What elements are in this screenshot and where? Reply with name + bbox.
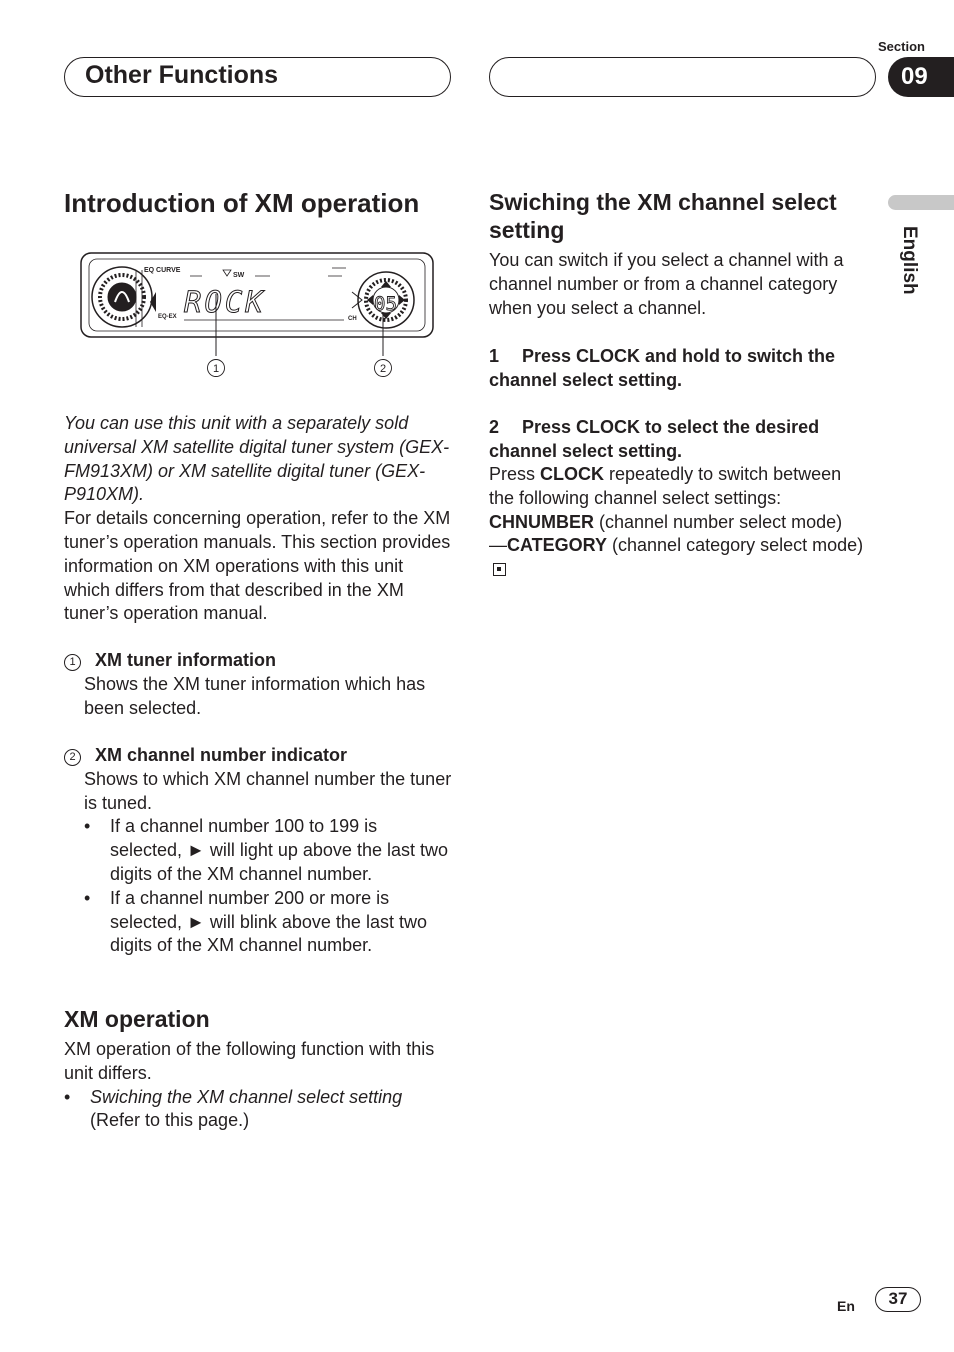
xm-operation-block: [64, 1038, 452, 1133]
item-2-bullet-2: If a channel number 200 or more is selected, ► will blink above the last two digits of the XM channel number.: [110, 887, 427, 956]
step-1-number: 1: [489, 346, 500, 366]
display-channel-digits: 05: [374, 293, 397, 315]
step-2: [489, 416, 879, 464]
dash: —: [489, 535, 507, 556]
category-desc: (channel category select mode): [607, 535, 864, 556]
xm-operation-body: XM operation of the following function with this unit differs.: [64, 1039, 435, 1083]
intro-heading: Introduction of XM operation: [64, 188, 420, 218]
switching-heading: Swiching the XM channel select setting: [489, 189, 837, 243]
step-2-rest: repeatedly to switch between the following channel select settings:: [489, 464, 842, 508]
callout-2: 2: [379, 363, 387, 375]
xm-operation-bullet: Swiching the XM channel select setting: [90, 1086, 403, 1107]
list-item: • If a channel number 200 or more is selected, ► will blink above the last two digits of the XM channel number.: [84, 887, 452, 958]
intro-body: For details concerning operation, refer to the XM tuner’s operation manuals. This section provides information on XM operations with this unit which differs from that described in the XM tuner’s operation manual.: [64, 508, 451, 624]
item-2-bullet-1: If a channel number 100 to 199 is selected, ► will light up above the last two digits of the XM channel number.: [110, 816, 448, 884]
section-number-badge: [888, 57, 954, 97]
step-2-body: [489, 463, 869, 582]
display-main-text: ROCK: [184, 285, 266, 319]
item-1-title: XM tuner information: [95, 650, 276, 670]
section-label: Section: [878, 39, 925, 54]
intro-text-block: [64, 412, 452, 626]
sw-label: SW: [233, 272, 245, 279]
chnumber-label: CHNUMBER: [489, 511, 594, 532]
display-illustration: [80, 252, 434, 388]
step-2-press: Press: [489, 464, 541, 484]
category-label: CATEGORY: [507, 535, 608, 556]
header-blank-frame: [489, 57, 876, 97]
xm-operation-heading: XM operation: [64, 1006, 210, 1032]
eq-curve-label: EQ CURVE: [144, 267, 181, 274]
end-mark-icon: [493, 563, 506, 576]
step-2-number: 2: [489, 417, 500, 437]
callout-1: 1: [212, 363, 220, 375]
list-item: • If a channel number 100 to 199 is selected, ► will light up above the last two digits of the XM channel number.: [84, 815, 452, 886]
xm-operation-ref: (Refer to this page.): [90, 1110, 250, 1131]
item-2: [64, 744, 452, 958]
page-number: 37: [888, 1289, 908, 1308]
item-1-number: 1: [64, 654, 81, 671]
item-2-desc: Shows to which XM channel number the tuner is tuned.: [84, 768, 452, 813]
language-label: English: [899, 226, 920, 295]
intro-italic: You can use this unit with a separately sold universal XM satellite digital tuner system (GEX-FM913XM) or XM satellite digital tuner (GEX-P910XM).: [64, 413, 450, 505]
step-1: [489, 345, 879, 393]
item-2-number: 2: [64, 749, 81, 766]
section-title: Other Functions: [85, 61, 279, 89]
step-1-text: Press CLOCK and hold to switch the channel select setting.: [489, 346, 836, 390]
page-number-frame: [875, 1287, 921, 1312]
head-unit-display: [80, 252, 434, 388]
step-2-text: Press CLOCK to select the desired channel select setting.: [489, 417, 820, 461]
eq-ex-label: EQ-EX: [158, 314, 177, 320]
item-1-desc: Shows the XM tuner information which has been selected.: [84, 673, 426, 718]
item-2-title: XM channel number indicator: [95, 745, 348, 765]
item-1: [64, 649, 452, 720]
step-2-clock: CLOCK: [540, 464, 605, 484]
section-number: 09: [901, 63, 928, 90]
list-item: • Swiching the XM channel select setting (Refer to this page.): [64, 1086, 403, 1131]
language-tab: [888, 195, 954, 210]
chnumber-desc: (channel number select mode): [594, 511, 843, 532]
ch-label: CH: [348, 316, 357, 322]
switching-intro: You can switch if you select a channel with a channel number or from a channel category when you select a channel.: [489, 250, 844, 318]
footer-lang: En: [837, 1298, 855, 1314]
